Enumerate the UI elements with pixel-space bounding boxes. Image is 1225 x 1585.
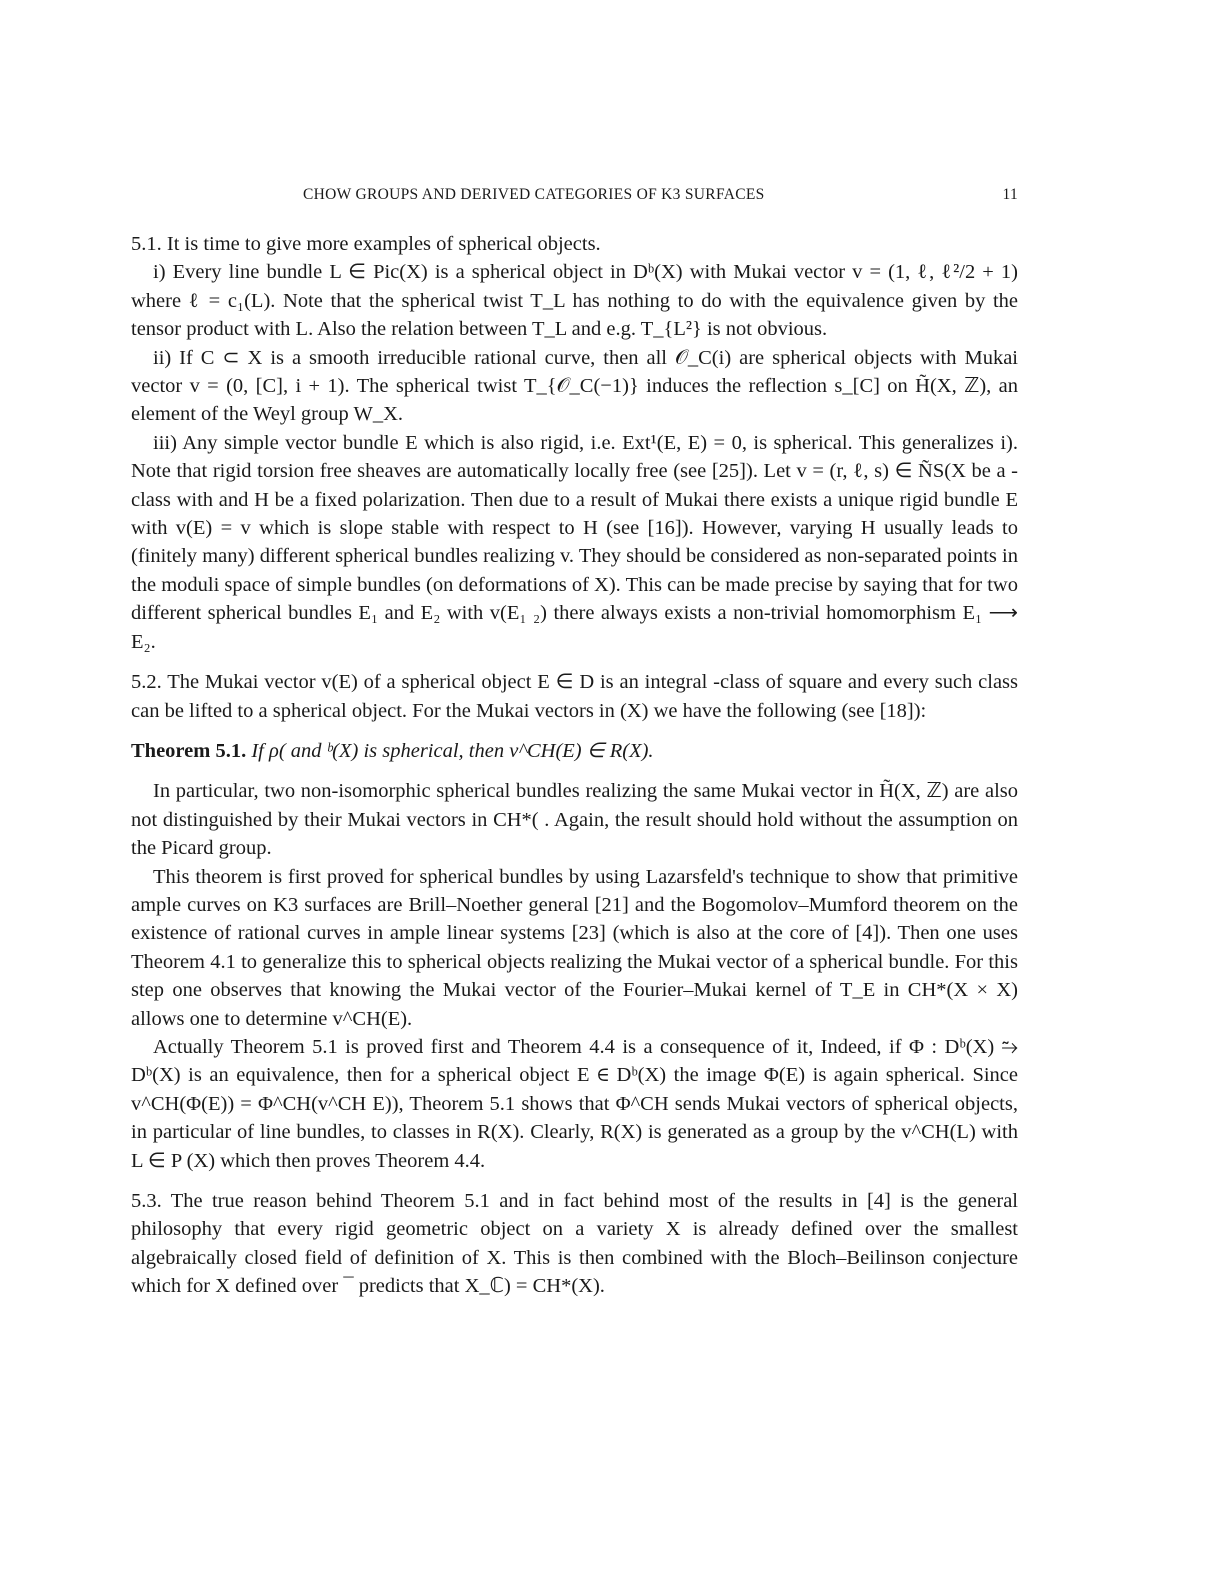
running-header [131, 186, 1018, 208]
paragraph-in-particular: In particular, two non-isomorphic spherical bundles realizing the same Mukai vector in H̃(X, ℤ) are also not distinguished by their Mukai vectors in CH*( . Again, the result should hold without the assumption on the Picard group. [131, 780, 1018, 860]
paragraph-vector-bundles: iii) Any simple vector bundle E which is also rigid, i.e. Ext¹(E, E) = 0, is spherical. This generalizes i). Note that rigid torsion free sheaves are automatically locally free (see [25]). Let v = (r, ℓ, s) ∈ ÑS(X be a -class with and H be a fixed polarization. Then due to a result of Mukai there exists a unique rigid bundle E with v(E) = v which is slope stable with respect to H (see [16]). However, varying H usually leads to (finitely many) different spherical bundles realizing v. They should be considered as non-separated points in the moduli space of simple bundles (on deformations of X). This can be made precise by saying that for two different spherical bundles E₁ and E₂ with v(E₁ ₂) there always exists a non-trivial homomorphism E₁ ⟶ E₂. [131, 431, 1018, 653]
header-title: CHOW GROUPS AND DERIVED CATEGORIES OF K3 SURFACES [303, 186, 765, 203]
paragraph-actually: Actually Theorem 5.1 is proved first and Theorem 4.4 is a consequence of it, Indeed, if Φ : Dᵇ(X) ⥲ Dᵇ(X) is an equivalence, then for a spherical object E ∈ Dᵇ(X) the image Φ(E) is again spherical. Since v^CH(Φ(E)) = Φ^CH(v^CH E)), Theorem 5.1 shows that Φ^CH sends Mukai vectors of spherical objects, in particular of line bundles, to classes in R(X). Clearly, R(X) is generated as a group by the v^CH(L) with L ∈ P (X) which then proves Theorem 4.4. [131, 1035, 1018, 1172]
paper-body [131, 230, 1018, 1301]
section-5-2: 5.2. The Mukai vector v(E) of a spherical object E ∈ D is an integral -class of square and every such class can be lifted to a spherical object. For the Mukai vectors in (X) we have the following (see [18]): [131, 671, 1018, 722]
theorem-5-1 [131, 737, 1018, 765]
section-5-1-intro: 5.1. It is time to give more examples of spherical objects. [131, 233, 601, 255]
page-number: 11 [1002, 186, 1018, 203]
theorem-statement: If ρ( and ᵇ(X) is spherical, then v^CH(E) ∈ R(X). [251, 739, 654, 762]
paragraph-line-bundles: i) Every line bundle L ∈ Pic(X) is a spherical object in Dᵇ(X) with Mukai vector v = (1, ℓ, ℓ²/2 + 1) where ℓ = c₁(L). Note that the spherical twist T_L has nothing to do with the equivalence given by the tensor product with L. Also the relation between T_L and e.g. T_{L²} is not obvious. [131, 261, 1018, 341]
section-5-3: 5.3. The true reason behind Theorem 5.1 and in fact behind most of the results in [4] is the general philosophy that every rigid geometric object on a variety X is already defined over the smallest algebraically closed field of definition of X. This is then combined with the Bloch–Beilinson conjecture which for X defined over ¯ predicts that X_ℂ) = CH*(X). [131, 1190, 1018, 1298]
paragraph-proof-idea: This theorem is first proved for spherical bundles by using Lazarsfeld's technique to show that primitive ample curves on K3 surfaces are Brill–Noether general [21] and the Bogomolov–Mumford theorem on the existence of rational curves in ample linear systems [23] (which is also at the core of [4]). Then one uses Theorem 4.1 to generalize this to spherical objects realizing the Mukai vector of a spherical bundle. For this step one observes that knowing the Mukai vector of the Fourier–Mukai kernel of T_E in CH*(X × X) allows one to determine v^CH(E). [131, 865, 1018, 1030]
paragraph-rational-curves: ii) If C ⊂ X is a smooth irreducible rational curve, then all 𝒪_C(i) are spherical objects with Mukai vector v = (0, [C], i + 1). The spherical twist T_{𝒪_C(−1)} induces the reflection s_[C] on H̃(X, ℤ), an element of the Weyl group W_X. [131, 346, 1018, 426]
theorem-label: Theorem 5.1. [131, 739, 247, 762]
